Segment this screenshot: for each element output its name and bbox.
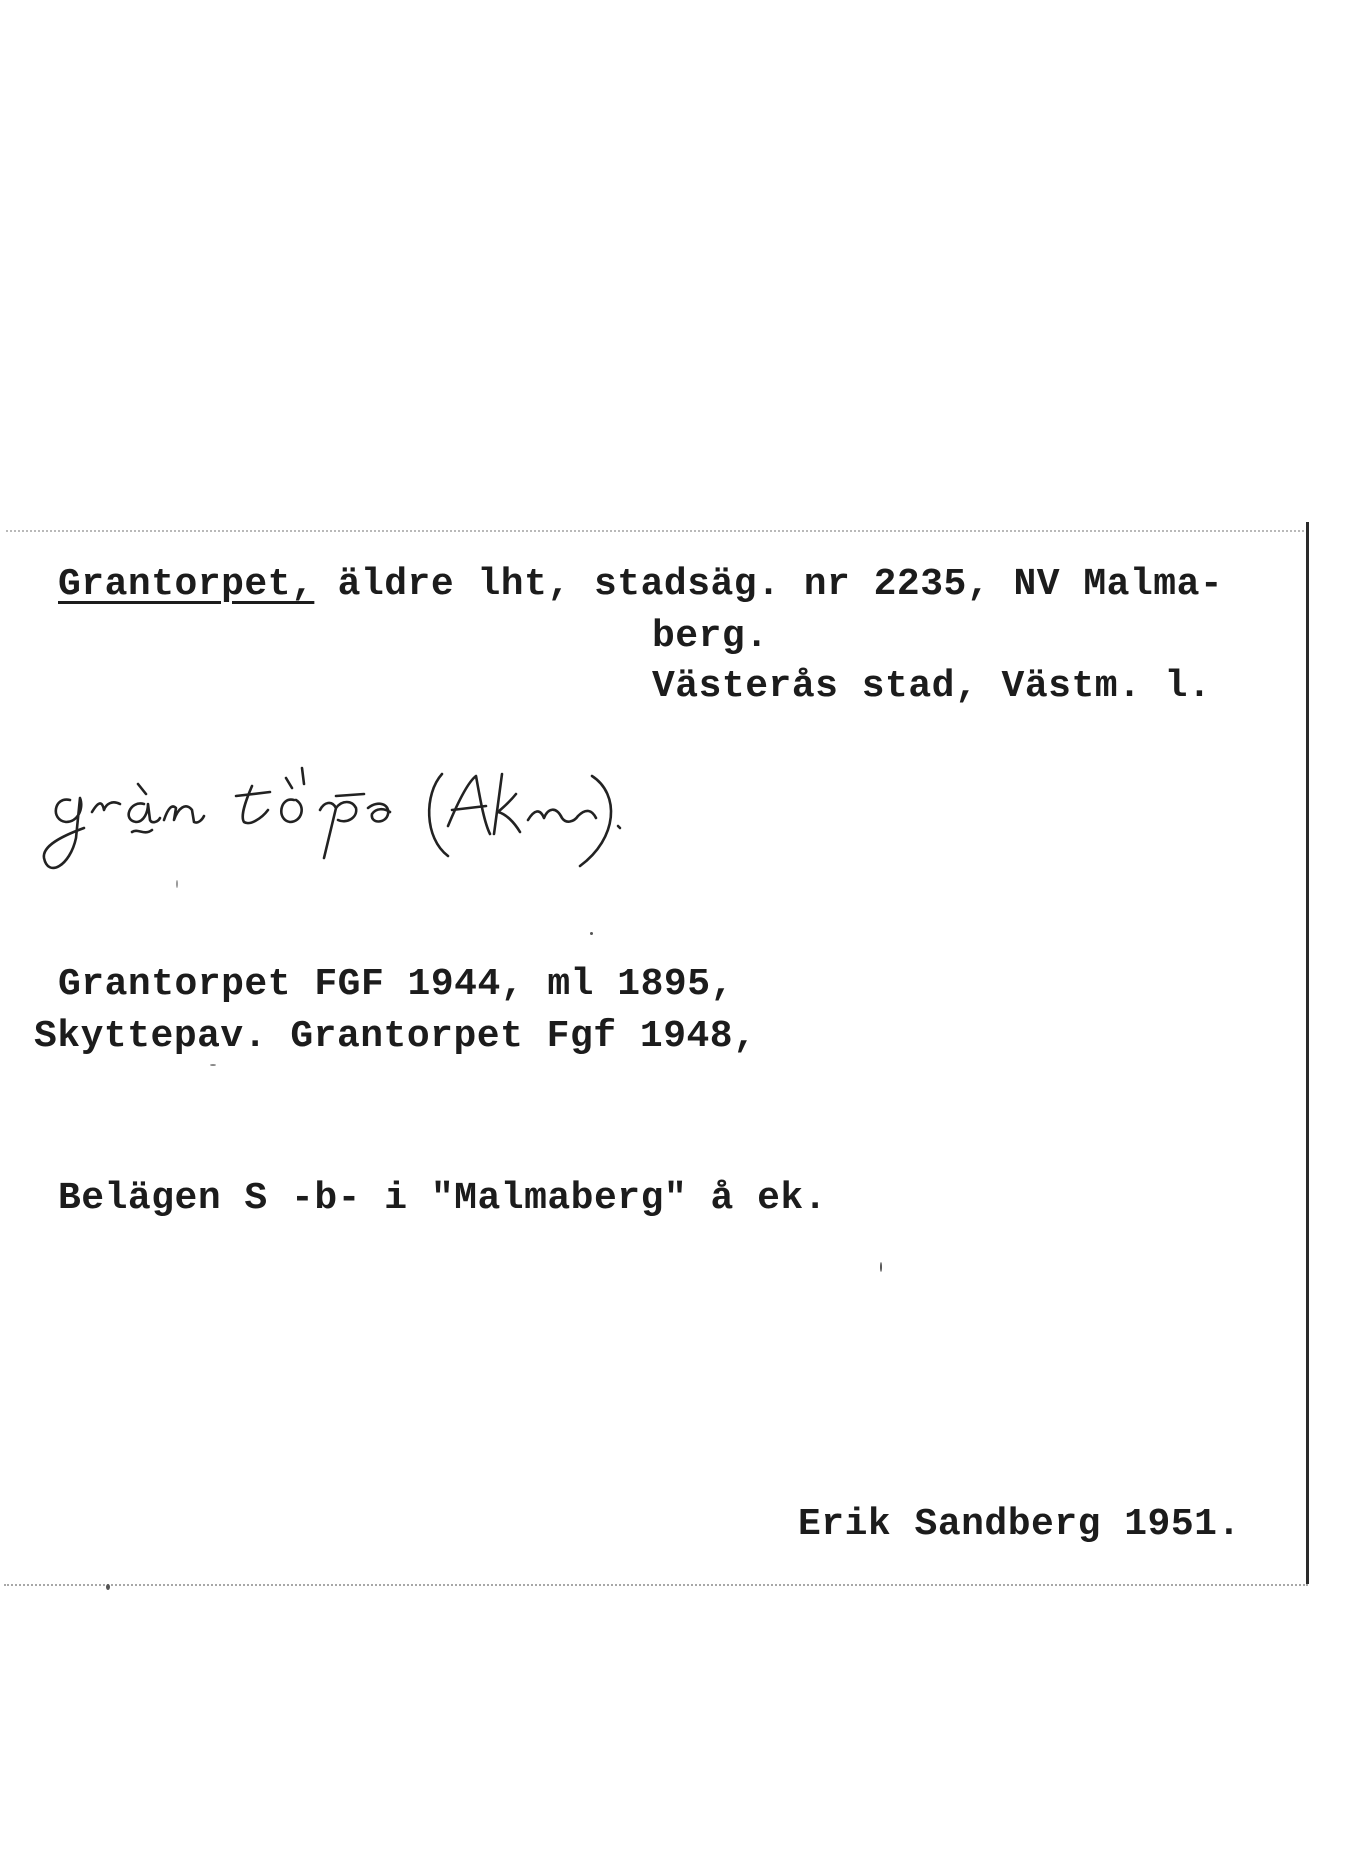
heading-line <box>58 562 1223 608</box>
scan-speck <box>590 932 593 935</box>
scan-speck <box>880 1262 882 1272</box>
scan-speck <box>176 880 178 888</box>
heading-continuation-2: Västerås stad, Västm. l. <box>652 665 1212 708</box>
card-top-edge <box>6 530 1308 532</box>
headword: Grantorpet, <box>58 563 315 606</box>
card-bottom-edge <box>4 1584 1308 1586</box>
handwritten-pronunciation <box>40 738 710 883</box>
sources-line-2: Skyttepav. Grantorpet Fgf 1948, <box>34 1015 757 1058</box>
scan-speck <box>106 1584 110 1590</box>
signature: Erik Sandberg 1951. <box>798 1503 1241 1546</box>
scan-speck <box>210 1064 216 1066</box>
sources-line-1: Grantorpet FGF 1944, ml 1895, <box>58 963 734 1006</box>
card-right-edge <box>1306 522 1309 1584</box>
heading-description: äldre lht, stadsäg. nr 2235, NV Malma- <box>314 563 1224 606</box>
heading-continuation-1: berg. <box>652 615 769 658</box>
location-note: Belägen S -b- i "Malmaberg" å ek. <box>58 1177 828 1220</box>
